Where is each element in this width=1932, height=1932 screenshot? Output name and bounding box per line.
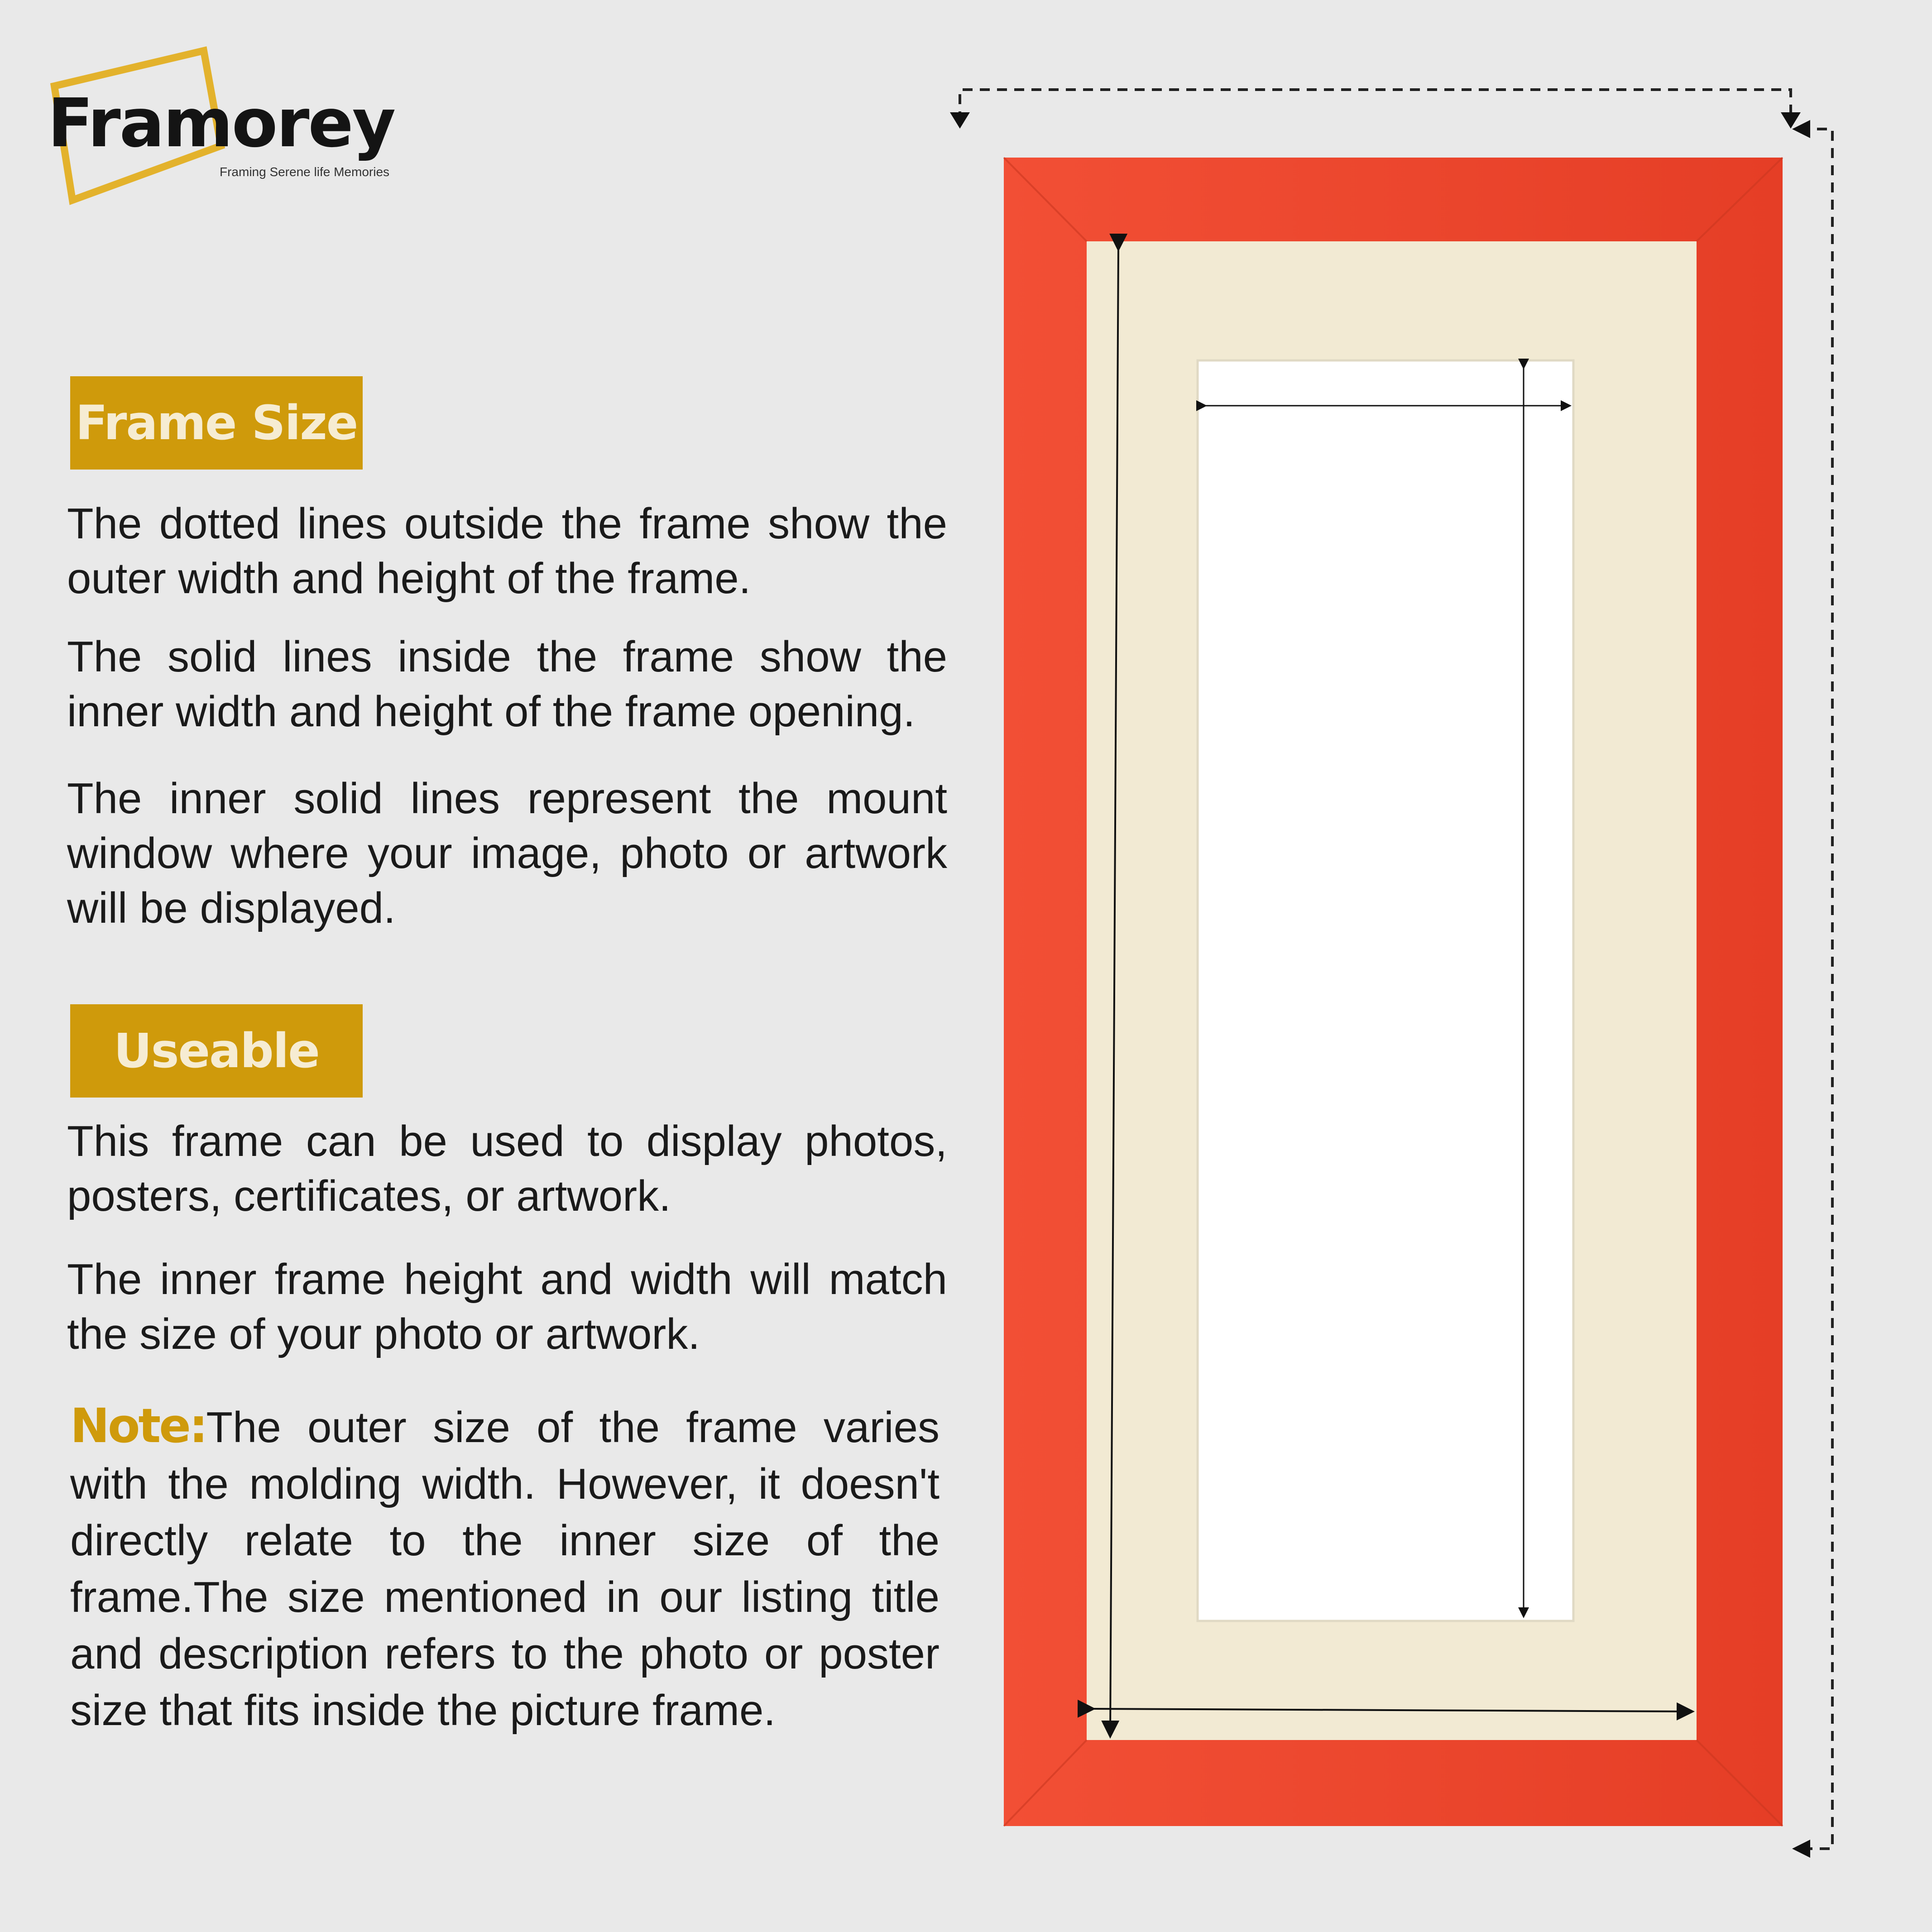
useable-paragraph-1: This frame can be used to display photos, posters, certificates, or artwork. [67, 1117, 947, 1220]
picture-frame [1004, 158, 1783, 1826]
outer-height-bottom-arrowhead [1792, 1840, 1810, 1858]
note-text: The outer size of the frame varies with the molding width. However, it doesn't directly relate to the inner size of the frame.The size mentioned in our listing title and description refers to the photo or poster size that fits inside the picture frame. [70, 1403, 940, 1735]
outer-width-dashed-line [960, 90, 1791, 121]
outer-width-right-arrowhead [1781, 112, 1801, 129]
frame-size-paragraph-3: The inner solid lines represent the mount window where your image, photo or artwork will be displayed. [67, 774, 947, 932]
frame-size-heading: Frame Size [70, 376, 363, 470]
useable-paragraph-2: The inner frame height and width will match the size of your photo or artwork. [67, 1255, 947, 1358]
mount-window [1198, 360, 1573, 1621]
brand-name: Framorey [48, 84, 395, 162]
brand-tagline: Framing Serene life Memories [220, 165, 390, 179]
outer-width-left-arrowhead [950, 112, 970, 129]
outer-height-dashed-line [1800, 129, 1832, 1849]
outer-height-top-arrowhead [1792, 120, 1810, 138]
note-label: Note: [70, 1398, 206, 1453]
frame-size-paragraph-2: The solid lines inside the frame show the inner width and height of the frame opening. [67, 633, 947, 736]
useable-heading: Useable [70, 1004, 363, 1098]
frame-size-paragraph-1: The dotted lines outside the frame show the outer width and height of the frame. [67, 499, 947, 603]
